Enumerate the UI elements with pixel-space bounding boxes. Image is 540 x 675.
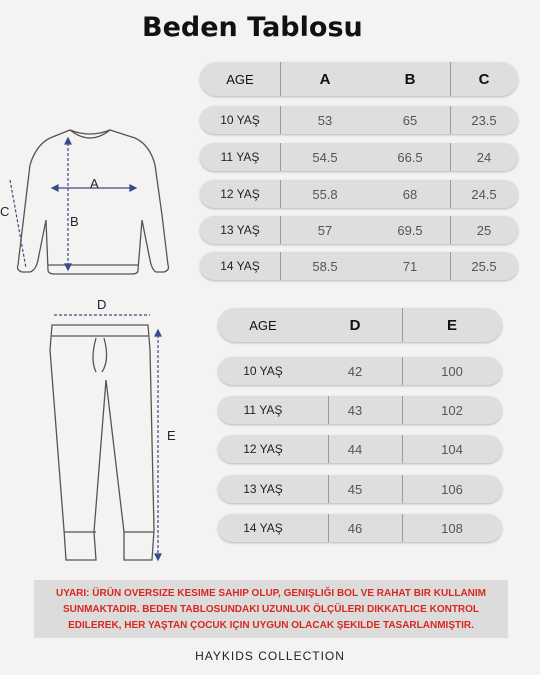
bottom-size-table (218, 308, 502, 544)
table-row: 13 YAŞ 57 69.5 25 (200, 216, 518, 244)
table-row: 14 YAŞ 58.5 71 25.5 (200, 252, 518, 280)
table-row: 12 YAŞ 44 104 (218, 435, 502, 463)
table-row: 14 YAŞ 46 108 (218, 514, 502, 542)
table-row: 11 YAŞ 54.5 66.5 24 (200, 143, 518, 171)
header-age: AGE (249, 317, 277, 333)
label-c: C (0, 204, 10, 219)
label-d: D (97, 297, 107, 312)
sweatshirt-diagram (0, 120, 200, 320)
warning-box: UYARI: ÜRÜN OVERSIZE KESIME SAHIP OLUP, GENIŞLIĞI BOL VE RAHAT BIR KULLANIM SUNMAKTADIR. BEDEN TABLOSUNDAKI UZUNLUK ÖLÇÜLERI DIKKATLICE KONTROL EDILEREK, HER YAŞTAN ÇOCUK IÇIN UYGUN OLACAK ŞEKILDE TASARLANMIŞTIR. (34, 580, 508, 638)
label-e: E (167, 428, 176, 443)
table-row: 10 YAŞ 53 65 23.5 (200, 106, 518, 134)
pants-diagram (40, 310, 180, 570)
top-size-table (200, 62, 518, 280)
header-b: B (404, 70, 416, 88)
page-title: Beden Tablosu (142, 12, 363, 43)
header-c: C (478, 70, 490, 88)
header-e: E (446, 316, 457, 334)
table-row: 11 YAŞ 43 102 (218, 396, 502, 424)
header-a: A (319, 70, 331, 88)
table-row: 10 YAŞ 42 100 (218, 357, 502, 385)
header-age: AGE (226, 71, 254, 87)
table-row: 13 YAŞ 45 106 (218, 475, 502, 503)
table-row: 12 YAŞ 55.8 68 24.5 (200, 180, 518, 208)
label-a: A (90, 176, 99, 191)
brand-footer: HAYKIDS COLLECTION (195, 649, 345, 663)
label-b: B (70, 214, 79, 229)
header-d: D (349, 316, 361, 334)
top-table-header (200, 62, 518, 96)
bottom-table-header (218, 308, 502, 342)
